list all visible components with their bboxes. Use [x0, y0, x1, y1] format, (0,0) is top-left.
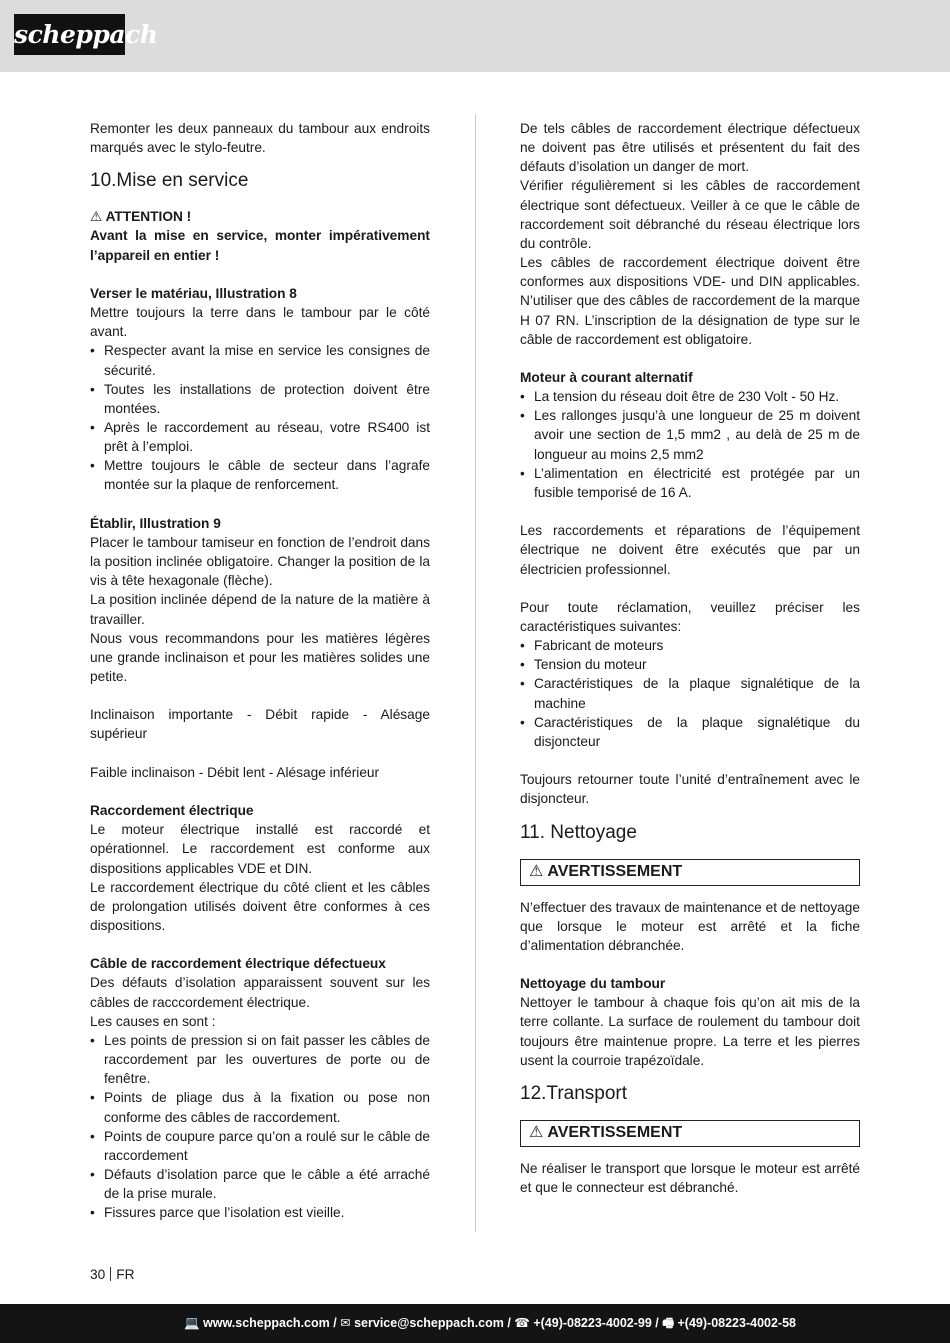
- list-item: • Les points de pression si on fait passer les câbles de raccordement par les ouvertures de porte ou de fenêtre.: [90, 1031, 430, 1088]
- list-item: • Points de pliage dus à la fixation ou pose non conforme des câbles de raccordement.: [90, 1088, 430, 1126]
- verser-heading: Verser le matériau, Illustration 8: [90, 285, 297, 301]
- section-11-heading: [520, 821, 860, 845]
- page-number: [90, 1265, 134, 1284]
- verser-list: [90, 341, 430, 494]
- list-item: • Points de coupure parce qu’on a roulé sur le câble de raccordement: [90, 1127, 430, 1165]
- list-item: • Après le raccordement au réseau, votre RS400 ist prêt à l’emploi.: [90, 418, 430, 456]
- section-title: Transport: [546, 1082, 628, 1104]
- section-number: 11.: [520, 821, 546, 843]
- etablir-paragraph: La position inclinée dépend de la nature de la matière à travailler.: [90, 592, 430, 627]
- moteur-list: [520, 387, 860, 502]
- section-12-heading: [520, 1082, 860, 1106]
- list-item: • Caractéristiques de la plaque signalétique de la machine: [520, 674, 860, 712]
- return-paragraph: Toujours retourner toute l’unité d’entraînement avec le disjoncteur.: [520, 772, 860, 807]
- cable-check-paragraph: Vérifier régulièrement si les câbles de raccordement électrique sont défectueux. Veiller à ce que le câble de raccordement soit débranché du réseau électrique lors du contrôle.: [520, 178, 860, 251]
- list-item: • La tension du réseau doit être de 230 Volt - 50 Hz.: [520, 387, 860, 406]
- reclamation-list: [520, 636, 860, 751]
- page-number-value: 30: [90, 1267, 106, 1282]
- list-item: • Tension du moteur: [520, 655, 860, 674]
- etablir-paragraph: Nous vous recommandons pour les matières légères une grande inclinaison et pour les matières solides une petite.: [90, 630, 430, 685]
- inclination-high: Inclinaison importante - Débit rapide - Alésage supérieur: [90, 707, 430, 742]
- page-language: FR: [116, 1267, 135, 1282]
- reclamation-paragraph: Pour toute réclamation, veuillez préciser les caractéristiques suivantes:: [520, 599, 860, 635]
- section-number: 12.: [520, 1082, 547, 1104]
- footer-contact-text: 💻 www.scheppach.com / ✉ service@scheppach.com / ☎ +(49)-08223-4002-99 / 🖷 +(49)-08223-4002-58: [184, 1316, 796, 1330]
- cable-paragraph: Des défauts d’isolation apparaissent souvent sur les câbles de racccordement électrique.: [90, 975, 430, 1010]
- column-divider: [475, 114, 476, 1232]
- etablir-paragraph: Placer le tambour tamiseur en fonction de l’endroit dans la position inclinée obligatoire. Changer la position de la vis à tête hexagonale (flèche).: [90, 534, 430, 589]
- cable-norms-paragraph: Les câbles de raccordement électrique doivent être conformes aux dispositions VDE- und DIN applicables. N’utiliser que des câbles de raccordement de la marque H 07 RN. L’inscription de la désignation de type sur le câble de raccordement est obligatoire.: [520, 255, 860, 347]
- electrician-paragraph: Les raccordements et réparations de l’équipement électrique ne doivent être exécutés que par un électricien professionnel.: [520, 523, 860, 577]
- brand-logo: scheppach: [14, 14, 125, 55]
- verser-text: Mettre toujours la terre dans le tambour par le côté avant.: [90, 305, 430, 340]
- section-title: Mise en service: [116, 170, 249, 192]
- section-10-heading: [90, 169, 430, 193]
- warning-triangle-icon: ⚠: [529, 1123, 544, 1141]
- list-item: • Fabricant de moteurs: [520, 636, 860, 655]
- section-title: Nettoyage: [550, 821, 637, 843]
- warning-label: AVERTISSEMENT: [547, 1123, 683, 1141]
- warning-triangle-icon: ⚠: [529, 862, 544, 880]
- list-item: • Mettre toujours le câble de secteur dans l’agrafe montée sur la plaque de renforcement.: [90, 456, 430, 494]
- maintenance-paragraph: N’effectuer des travaux de maintenance et de nettoyage que lorsque le moteur est arrêté et la fiche d’alimentation débranchée.: [520, 899, 860, 953]
- tambour-heading: Nettoyage du tambour: [520, 976, 666, 992]
- intro-text: Remonter les deux panneaux du tambour aux endroits marqués avec le stylo-feutre.: [90, 121, 430, 156]
- warning-label: AVERTISSEMENT: [547, 862, 683, 880]
- left-column: [90, 119, 430, 1223]
- list-item: • Caractéristiques de la plaque signalétique du disjoncteur: [520, 713, 860, 751]
- header-band: [0, 0, 950, 72]
- warning-box: [520, 859, 860, 886]
- right-column: [520, 119, 860, 1197]
- cable-heading: Câble de raccordement électrique défectueux: [90, 956, 386, 972]
- list-item: • Fissures parce que l’isolation est vieille.: [90, 1203, 430, 1222]
- raccord-heading: Raccordement électrique: [90, 803, 254, 819]
- raccord-paragraph: Le raccordement électrique du côté client et les câbles de prolongation utilisés doivent être conformes à ces dispositions.: [90, 879, 430, 934]
- attention-text: Avant la mise en service, monter impérativement l’appareil en entier !: [90, 228, 430, 263]
- attention-label: ⚠ ATTENTION !: [90, 209, 192, 225]
- section-number: 10.: [90, 170, 117, 192]
- footer-contact-bar: [0, 1304, 950, 1343]
- raccord-paragraph: Le moteur électrique installé est raccordé et opérationnel. Le raccordement est conforme aux dispositions applicables VDE et DIN.: [90, 822, 430, 876]
- cable-paragraph: Les causes en sont :: [90, 1013, 216, 1029]
- warning-box: [520, 1120, 860, 1147]
- list-item: • Toutes les installations de protection doivent être montées.: [90, 380, 430, 418]
- etablir-heading: Établir, Illustration 9: [90, 515, 221, 531]
- transport-paragraph: Ne réaliser le transport que lorsque le moteur est arrêté et que le connecteur est débranché.: [520, 1160, 860, 1196]
- list-item: • Les rallonges jusqu’à une longueur de 25 m doivent avoir une section de 1,5 mm2 , au delà de 25 m de longueur au moins 2,5 mm2: [520, 406, 860, 463]
- cable-list: [90, 1031, 430, 1223]
- moteur-heading: Moteur à courant alternatif: [520, 370, 693, 386]
- cable-danger-paragraph: De tels câbles de raccordement électrique défectueux ne doivent pas être utilisés et présentent du fait des défauts d’isolation un danger de mort.: [520, 121, 860, 175]
- tambour-paragraph: Nettoyer le tambour à chaque fois qu’on ait mis de la terre collante. La surface de roulement du tambour doit toujours être maintenue propre. La terre et les pierres usent la courroie trapézoïdale.: [520, 995, 860, 1068]
- list-item: • Respecter avant la mise en service les consignes de sécurité.: [90, 341, 430, 379]
- list-item: • L’alimentation en électricité est protégée par un fusible temporisé de 16 A.: [520, 464, 860, 502]
- list-item: • Défauts d’isolation parce que le câble a été arraché de la prise murale.: [90, 1165, 430, 1203]
- inclination-low: Faible inclinaison - Débit lent - Alésage inférieur: [90, 764, 380, 780]
